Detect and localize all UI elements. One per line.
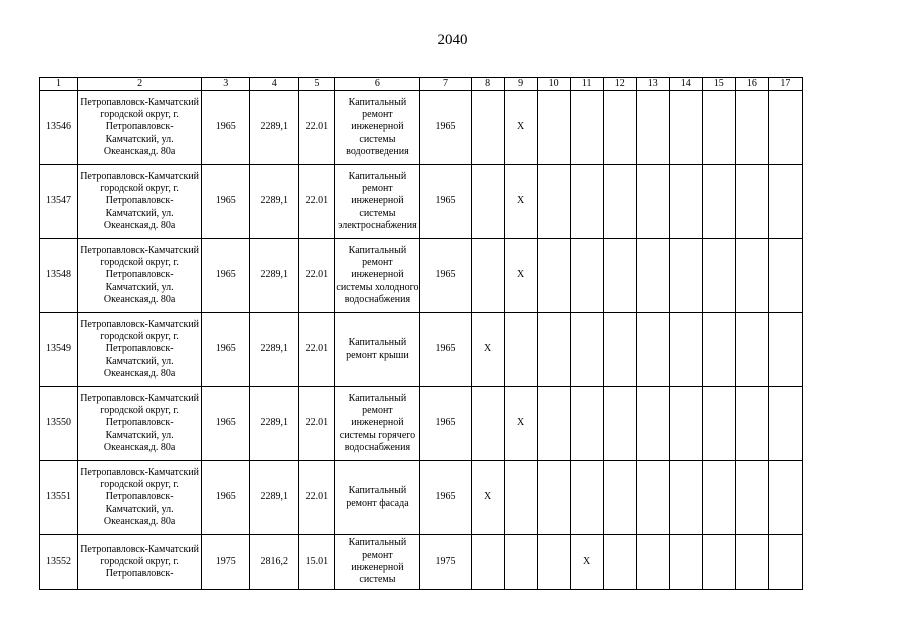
row-id-cell: 13546	[40, 91, 78, 165]
mark-cell	[603, 313, 636, 387]
mark-cell	[768, 461, 802, 535]
mark-cell: X	[471, 313, 504, 387]
area-cell: 2816,2	[250, 535, 299, 590]
mark-cell	[471, 535, 504, 590]
address-cell: Петропавловск-Камчатский городской округ, г. Петропавловск-Камчатский, ул. Океанская,д. 80а	[78, 387, 202, 461]
work-type-cell: Капитальный ремонт инженерной системы	[335, 535, 420, 590]
mark-cell	[636, 313, 669, 387]
mark-cell	[636, 461, 669, 535]
mark-cell	[471, 387, 504, 461]
mark-cell	[570, 239, 603, 313]
row-id-cell: 13548	[40, 239, 78, 313]
year-built-cell: 1965	[202, 387, 250, 461]
column-header: 15	[702, 78, 735, 91]
repair-register-table	[39, 77, 803, 590]
mark-cell	[504, 313, 537, 387]
area-cell: 2289,1	[250, 313, 299, 387]
column-header: 10	[537, 78, 570, 91]
table-body	[40, 91, 803, 590]
column-header: 2	[78, 78, 202, 91]
column-header: 1	[40, 78, 78, 91]
mark-cell	[603, 165, 636, 239]
mark-cell	[702, 239, 735, 313]
mark-cell	[669, 313, 702, 387]
code-cell: 22.01	[299, 461, 335, 535]
mark-cell	[603, 535, 636, 590]
address-cell: Петропавловск-Камчатский городской округ, г. Петропавловск-	[78, 535, 202, 590]
table-row	[40, 239, 803, 313]
mark-cell	[570, 387, 603, 461]
column-header: 8	[471, 78, 504, 91]
year-built-cell: 1965	[202, 165, 250, 239]
mark-cell	[636, 535, 669, 590]
mark-cell	[504, 461, 537, 535]
row-id-cell: 13551	[40, 461, 78, 535]
mark-cell	[702, 535, 735, 590]
mark-cell	[636, 387, 669, 461]
mark-cell	[735, 387, 768, 461]
mark-cell	[669, 91, 702, 165]
year-built-cell: 1965	[202, 461, 250, 535]
mark-cell	[768, 165, 802, 239]
year-cell: 1965	[420, 239, 471, 313]
mark-cell	[537, 461, 570, 535]
mark-cell	[768, 239, 802, 313]
mark-cell	[702, 313, 735, 387]
mark-cell: X	[570, 535, 603, 590]
mark-cell	[570, 313, 603, 387]
code-cell: 22.01	[299, 91, 335, 165]
area-cell: 2289,1	[250, 239, 299, 313]
table-row	[40, 91, 803, 165]
address-cell: Петропавловск-Камчатский городской округ, г. Петропавловск-Камчатский, ул. Океанская,д. 80а	[78, 313, 202, 387]
mark-cell	[537, 535, 570, 590]
mark-cell	[669, 387, 702, 461]
row-id-cell: 13547	[40, 165, 78, 239]
row-id-cell: 13549	[40, 313, 78, 387]
year-cell: 1965	[420, 165, 471, 239]
address-cell: Петропавловск-Камчатский городской округ, г. Петропавловск-Камчатский, ул. Океанская,д. 80а	[78, 461, 202, 535]
year-built-cell: 1965	[202, 239, 250, 313]
column-header: 3	[202, 78, 250, 91]
area-cell: 2289,1	[250, 461, 299, 535]
column-header: 12	[603, 78, 636, 91]
mark-cell	[570, 461, 603, 535]
mark-cell	[669, 461, 702, 535]
mark-cell	[669, 535, 702, 590]
table-row	[40, 461, 803, 535]
mark-cell: X	[504, 165, 537, 239]
column-header: 9	[504, 78, 537, 91]
mark-cell	[768, 91, 802, 165]
mark-cell	[768, 535, 802, 590]
column-header: 16	[735, 78, 768, 91]
code-cell: 22.01	[299, 239, 335, 313]
mark-cell	[768, 313, 802, 387]
mark-cell	[570, 165, 603, 239]
address-cell: Петропавловск-Камчатский городской округ, г. Петропавловск-Камчатский, ул. Океанская,д. 80а	[78, 239, 202, 313]
year-cell: 1965	[420, 91, 471, 165]
column-header: 4	[250, 78, 299, 91]
mark-cell	[537, 91, 570, 165]
mark-cell: X	[504, 91, 537, 165]
mark-cell	[504, 535, 537, 590]
code-cell: 15.01	[299, 535, 335, 590]
mark-cell	[735, 461, 768, 535]
column-header: 11	[570, 78, 603, 91]
mark-cell	[603, 91, 636, 165]
work-type-cell: Капитальный ремонт инженерной системы электроснабжения	[335, 165, 420, 239]
mark-cell	[603, 239, 636, 313]
column-header: 17	[768, 78, 802, 91]
area-cell: 2289,1	[250, 387, 299, 461]
mark-cell	[636, 239, 669, 313]
column-header: 14	[669, 78, 702, 91]
row-id-cell: 13550	[40, 387, 78, 461]
year-cell: 1965	[420, 313, 471, 387]
table-row	[40, 387, 803, 461]
mark-cell	[735, 91, 768, 165]
column-header: 13	[636, 78, 669, 91]
mark-cell	[702, 91, 735, 165]
code-cell: 22.01	[299, 387, 335, 461]
mark-cell	[768, 387, 802, 461]
mark-cell	[669, 239, 702, 313]
mark-cell	[669, 165, 702, 239]
mark-cell	[603, 461, 636, 535]
mark-cell	[735, 313, 768, 387]
mark-cell	[537, 239, 570, 313]
mark-cell	[537, 387, 570, 461]
header-row	[40, 78, 803, 91]
row-id-cell: 13552	[40, 535, 78, 590]
work-type-cell: Капитальный ремонт инженерной системы горячего водоснабжения	[335, 387, 420, 461]
year-cell: 1975	[420, 535, 471, 590]
year-built-cell: 1965	[202, 313, 250, 387]
mark-cell	[702, 461, 735, 535]
mark-cell: X	[504, 239, 537, 313]
table-row	[40, 535, 803, 590]
year-built-cell: 1965	[202, 91, 250, 165]
mark-cell	[636, 91, 669, 165]
column-header: 7	[420, 78, 471, 91]
mark-cell	[735, 165, 768, 239]
mark-cell: X	[471, 461, 504, 535]
mark-cell: X	[504, 387, 537, 461]
mark-cell	[735, 239, 768, 313]
mark-cell	[537, 313, 570, 387]
mark-cell	[570, 91, 603, 165]
work-type-cell: Капитальный ремонт инженерной системы холодного водоснабжения	[335, 239, 420, 313]
mark-cell	[636, 165, 669, 239]
mark-cell	[537, 165, 570, 239]
mark-cell	[735, 535, 768, 590]
mark-cell	[471, 165, 504, 239]
code-cell: 22.01	[299, 165, 335, 239]
area-cell: 2289,1	[250, 91, 299, 165]
work-type-cell: Капитальный ремонт фасада	[335, 461, 420, 535]
mark-cell	[603, 387, 636, 461]
address-cell: Петропавловск-Камчатский городской округ, г. Петропавловск-Камчатский, ул. Океанская,д. 80а	[78, 165, 202, 239]
year-cell: 1965	[420, 387, 471, 461]
work-type-cell: Капитальный ремонт крыши	[335, 313, 420, 387]
work-type-cell: Капитальный ремонт инженерной системы водоотведения	[335, 91, 420, 165]
table-row	[40, 313, 803, 387]
code-cell: 22.01	[299, 313, 335, 387]
mark-cell	[471, 239, 504, 313]
address-cell: Петропавловск-Камчатский городской округ, г. Петропавловск-Камчатский, ул. Океанская,д. 80а	[78, 91, 202, 165]
page-number: 2040	[437, 32, 468, 48]
mark-cell	[471, 91, 504, 165]
area-cell: 2289,1	[250, 165, 299, 239]
mark-cell	[702, 387, 735, 461]
table-row	[40, 165, 803, 239]
column-header: 6	[335, 78, 420, 91]
mark-cell	[702, 165, 735, 239]
year-cell: 1965	[420, 461, 471, 535]
year-built-cell: 1975	[202, 535, 250, 590]
column-header: 5	[299, 78, 335, 91]
